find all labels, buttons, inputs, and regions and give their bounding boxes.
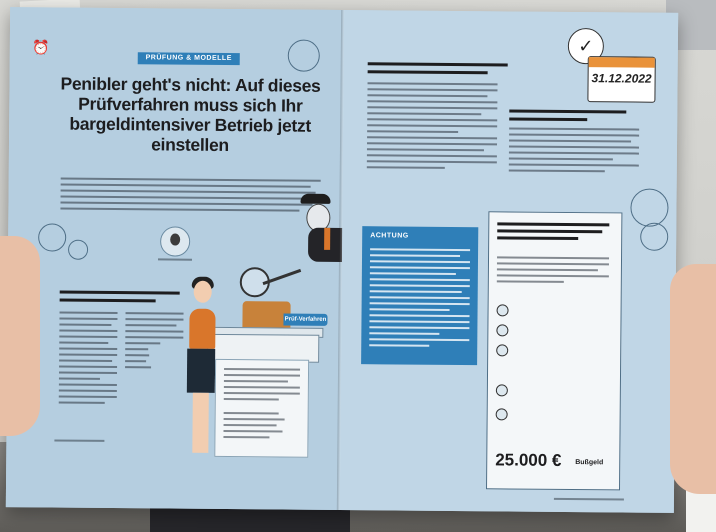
euro-bullet-icon [496,344,508,356]
coin-icon [288,40,320,72]
magazine-logo: ⏰ [32,39,50,56]
warning-label: ACHTUNG [370,232,409,240]
lead-paragraph [60,178,320,216]
deadline-heading [509,109,639,126]
alarm-clock-icon: ✓ [568,28,604,64]
coin-icon [68,240,88,260]
inspector-tie [324,228,330,250]
subheading [60,291,180,308]
right-subheading [368,62,508,79]
cashier-skirt [187,349,215,393]
warning-box [361,226,478,365]
fine-amount: 25.000 € [495,450,562,470]
page-footer-left [54,439,104,441]
page-footer-right [554,498,624,501]
price-tag: Prüf-Verfahren [283,313,327,325]
coin-icon [630,189,668,227]
left-page [6,7,344,510]
fine-box-heading [497,222,609,244]
calendar-date: 31.12.2022 [591,71,652,86]
body-column-2 [125,312,184,373]
inspector-hat [300,194,330,204]
cashier-head [194,281,212,303]
fine-label: Bußgeld [575,459,604,467]
euro-bullet-icon [496,384,508,396]
calendar-icon [587,56,655,103]
euro-bullet-icon [496,408,508,420]
info-box [214,359,309,458]
right-page [340,10,678,513]
left-hand [0,236,40,436]
author-avatar [160,226,190,256]
euro-bullet-icon [497,304,509,316]
coin-icon [640,223,668,251]
right-column-1 [367,82,498,173]
right-column-2 [509,127,639,176]
cashier-legs [192,393,209,453]
section-tag: PRÜFUNG & MODELLE [138,52,240,65]
magazine-spread [6,7,678,513]
body-column-1 [59,312,118,409]
headline: Penibler geht's nicht: Auf dieses Prüfverfahren muss sich Ihr bargeldintensiver Betrieb jetzt einstellen [60,73,321,156]
author-caption [158,258,192,260]
right-hand [670,264,716,494]
euro-bullet-icon [496,324,508,336]
fine-box-intro [497,256,609,287]
cashier-body [189,309,215,349]
fine-checklist-box [486,211,622,490]
coin-icon [38,223,66,251]
